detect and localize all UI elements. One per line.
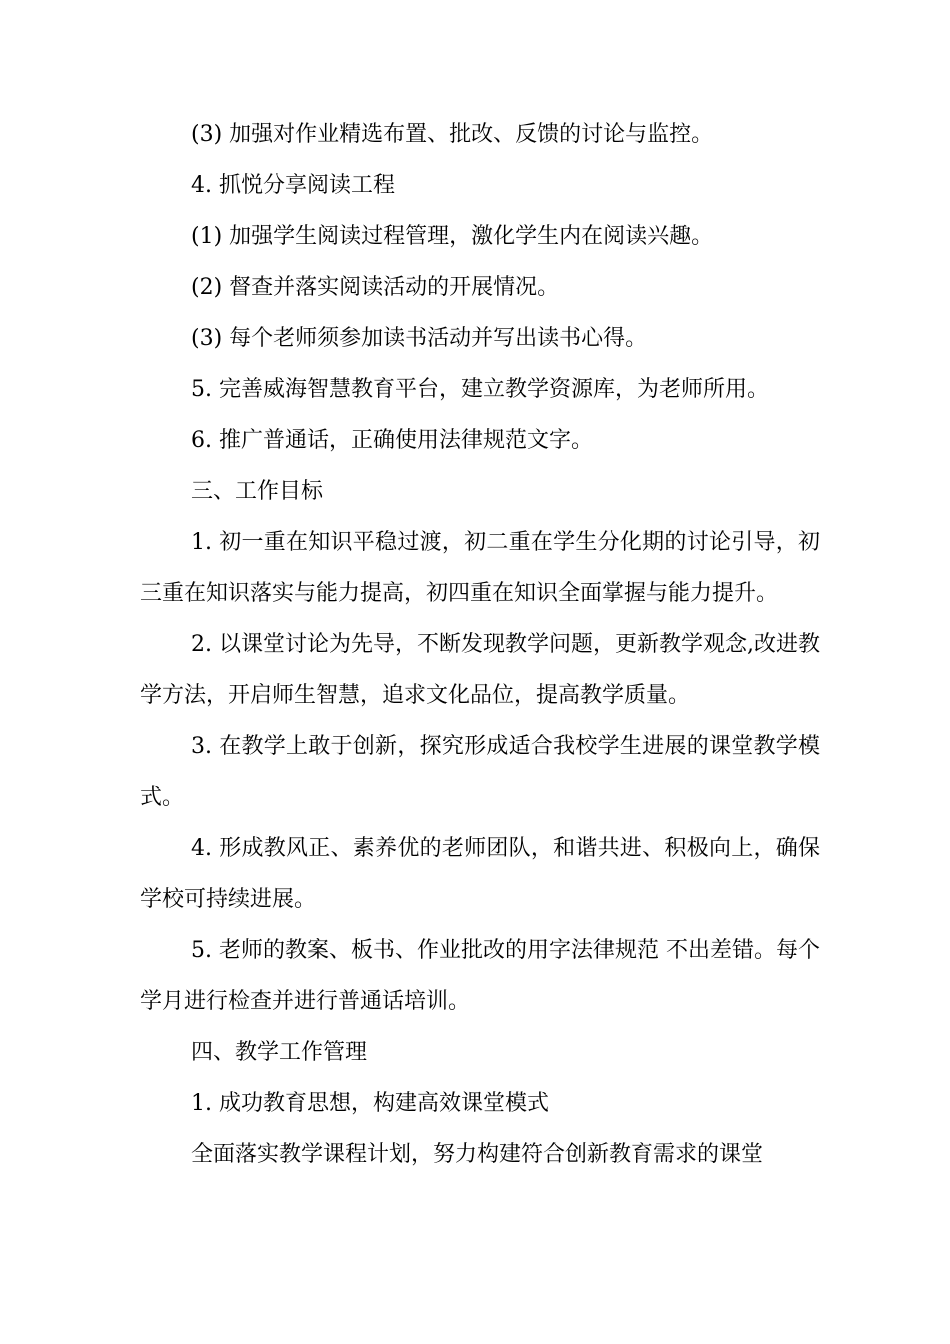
paragraph-15: 1. 成功教育思想，构建高效课堂模式 [191, 1091, 549, 1116]
paragraph-3: (1) 加强学生阅读过程管理，激化学生内在阅读兴趣。 [191, 224, 714, 249]
paragraph-16: 全面落实教学课程计划，努力构建符合创新教育需求的课堂 [191, 1142, 764, 1167]
paragraph-13: 5. 老师的教案、板书、作业批改的用字法律规范 不出差错。每个学月进行检查并进行普通话培训。 [140, 938, 820, 1014]
paragraph-2: 4. 抓悦分享阅读工程 [191, 173, 395, 198]
paragraph-1: (3) 加强对作业精选布置、批改、反馈的讨论与监控。 [191, 122, 714, 147]
paragraph-9: 1. 初一重在知识平稳过渡，初二重在学生分化期的讨论引导，初三重在知识落实与能力提高，初四重在知识全面掌握与能力提升。 [140, 530, 820, 606]
paragraph-12: 4. 形成教风正、素养优的老师团队，和谐共进、积极向上，确保学校可持续进展。 [140, 836, 820, 912]
paragraph-5: (3) 每个老师须参加读书活动并写出读书心得。 [191, 326, 648, 351]
section-heading-4: 四、教学工作管理 [191, 1040, 368, 1065]
paragraph-4: (2) 督查并落实阅读活动的开展情况。 [191, 275, 560, 300]
document-body [140, 109, 820, 1180]
paragraph-10: 2. 以课堂讨论为先导，不断发现教学问题，更新教学观念,改进教学方法，开启师生智慧，追求文化品位，提高教学质量。 [140, 632, 820, 708]
paragraph-11: 3. 在教学上敢于创新，探究形成适合我校学生进展的课堂教学模式。 [140, 734, 820, 810]
paragraph-6: 5. 完善威海智慧教育平台，建立教学资源库，为老师所用。 [191, 377, 769, 402]
paragraph-7: 6. 推广普通话，正确使用法律规范文字。 [191, 428, 593, 453]
section-heading-3: 三、工作目标 [191, 479, 324, 504]
